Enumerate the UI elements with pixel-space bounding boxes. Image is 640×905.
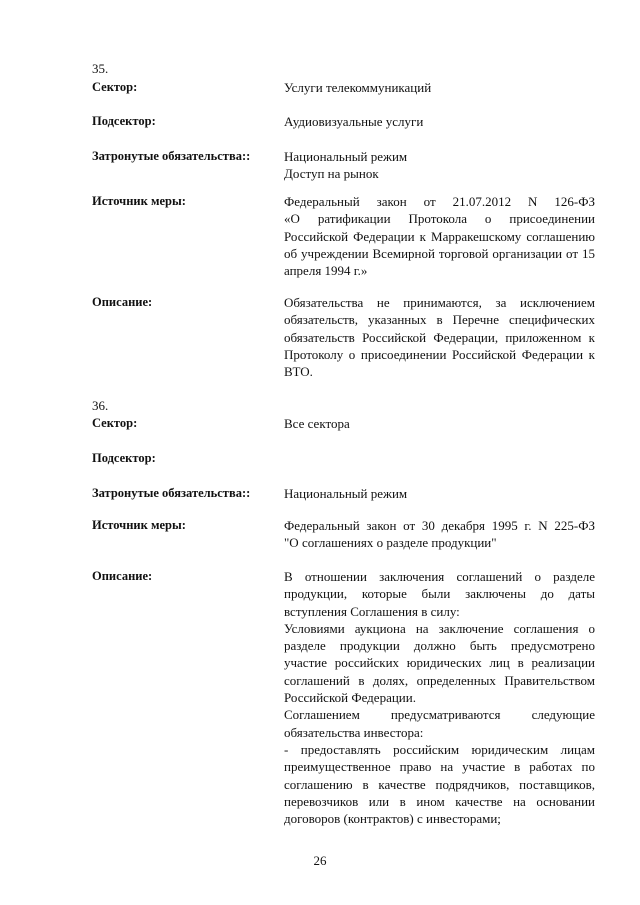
source-line: об учреждении Всемирной торговой организации от 15 [284,245,595,261]
source-value [284,193,595,279]
source-line: Федеральный закон от 30 декабря 1995 г. N 225-ФЗ [284,518,595,533]
obligations-line: Национальный режим [284,486,408,501]
description-line: участие российских юридических лиц в реализации [284,655,595,671]
obligations-line: Доступ на рынок [284,166,379,182]
source-label: Источник меры: [92,194,186,208]
source-label: Источник меры: [92,518,186,532]
subsector-label: Подсектор: [92,114,156,128]
description-value [284,294,595,380]
description-line: соглашений в долях, определенных Правительством [284,672,595,688]
description-line: - предоставлять российским юридическим лицам [284,741,595,757]
source-line: «О ратификации Протокола о присоединении [284,211,595,227]
description-line: продукции, которые были заключены до даты [284,586,595,602]
sector-label: Сектор: [92,416,138,430]
description-line: В отношении заключения соглашений о разделе [284,569,595,584]
description-line: обязательств, указанных в Перечне специфических [284,312,595,328]
source-line: Российской Федерации к Марракешскому соглашению [284,228,595,244]
description-line: Протоколу о присоединении Российской Федерации к [284,346,595,362]
description-line: перевозчиков или в ином качестве на основании [284,793,595,809]
description-line: Условиями аукциона на заключение соглашения о [284,620,595,636]
description-line: разделе продукции должно быть предусмотрено [284,638,595,654]
source-line: Федеральный закон от 21.07.2012 N 126-ФЗ [284,194,595,209]
source-value [284,517,595,552]
entry-number: 35. [92,61,109,76]
description-line: преимущественное право на участие в работах по [284,759,595,775]
obligations-line: Национальный режим [284,149,408,164]
description-line: ВТО. [284,364,313,380]
description-line: Соглашением предусматриваются следующие [284,707,595,723]
obligations-label: Затронутые обязательства:: [92,486,251,500]
page-number: 26 [313,853,327,868]
source-line: "О соглашениях о разделе продукции" [284,535,497,551]
description-line: обязательства инвестора: [284,724,424,740]
description-line: обязательств Российской Федерации, приложенном к [284,329,595,345]
description-line: Российской Федерации. [284,690,416,706]
description-label: Описание: [92,569,153,583]
description-line: договоров (контрактов) с инвесторами; [284,811,501,827]
description-line: вступления Соглашения в силу: [284,603,460,619]
description-label: Описание: [92,295,153,309]
entry-number: 36. [92,398,109,413]
source-line: апреля 1994 г.» [284,263,368,279]
sector-value: Услуги телекоммуникаций [284,80,432,95]
description-line: Обязательства не принимаются, за исключением [284,295,595,310]
sector-value: Все сектора [284,416,350,431]
subsector-value: Аудиовизуальные услуги [284,114,424,129]
description-line: соглашению в качестве подрядчиков, поставщиков, [284,776,595,792]
description-value [284,568,595,827]
obligations-value [284,148,595,183]
subsector-label: Подсектор: [92,451,156,465]
sector-label: Сектор: [92,80,138,94]
obligations-value [284,485,595,502]
obligations-label: Затронутые обязательства:: [92,149,251,163]
